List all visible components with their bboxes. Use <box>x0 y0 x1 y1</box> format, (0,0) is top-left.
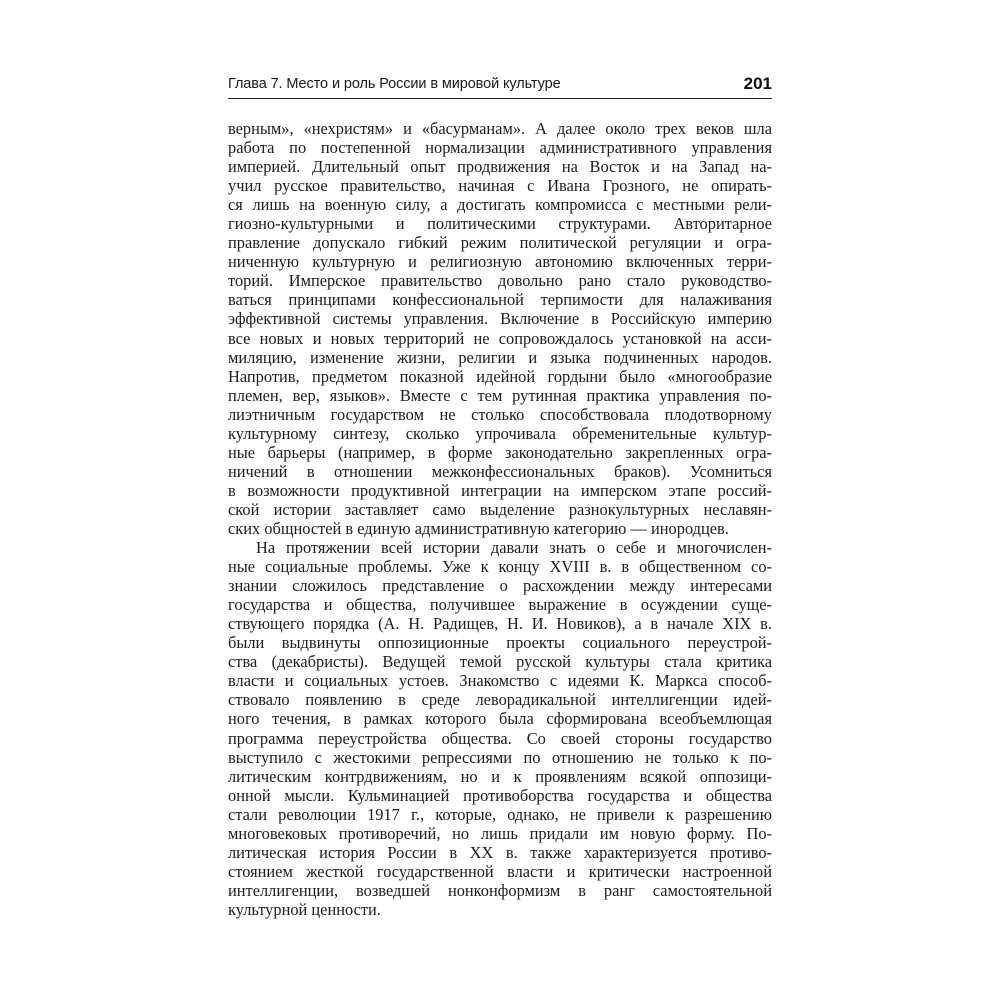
text-line: власти и социальных устоев. Знакомство с идеями К. Маркса способ- <box>228 671 772 691</box>
text-line: литическим контрдвижениям, но и к проявлениям всякой оппозици- <box>228 766 772 786</box>
text-line: ствовало появлению в среде леворадикальной интеллигенции идей- <box>228 690 772 710</box>
text-line: ства (декабристы). Ведущей темой русской культуры стала критика <box>228 652 772 672</box>
text-line: выступило с жестокими репрессиями по отношению не только к по- <box>228 747 772 767</box>
text-line: учил русское правительство, начиная с Ивана Грозного, не опирать- <box>228 176 772 196</box>
text-line: ные социальные проблемы. Уже к концу XVIII в. в общественном со- <box>228 557 772 577</box>
text-line: все новых и новых территорий не сопровождалось установкой на асси- <box>228 328 772 348</box>
text-line: ничений в отношении межконфессиональных браков). Усомниться <box>228 461 772 481</box>
chapter-title: Глава 7. Место и роль России в мировой культуре <box>228 76 561 92</box>
text-line: были выдвинуты оппозиционные проекты социального переустрой- <box>228 633 772 653</box>
text-line: ских общностей в единую административную категорию — инородцев. <box>228 518 729 538</box>
text-line: лиэтничным государством не столько способствовала плодотворному <box>228 404 772 424</box>
text-line: верным», «нехристям» и «басурманам». А далее около трех веков шла <box>228 119 772 138</box>
text-line: миляцию, изменение жизни, религии и языка подчиненных народов. <box>228 347 772 367</box>
text-line: империей. Длительный опыт продвижения на Восток и на Запад на- <box>228 157 772 177</box>
paragraph <box>228 538 772 919</box>
text-line: ствующего порядка (А. Н. Радищев, Н. И. Новиков), а в начале XIX в. <box>228 614 772 634</box>
text-line: знании сложилось представление о расхождении между интересами <box>228 576 772 596</box>
text-line: ся лишь на военную силу, а достигать компромисса с местными рели- <box>228 195 772 215</box>
text-line: ской истории заставляет само выделение разнокультурных неславян- <box>228 499 772 519</box>
text-line: онной мысли. Кульминацией противоборства государства и общества <box>228 785 772 805</box>
text-line: ниченную культурную и религиозную автономию включенных терри- <box>228 252 772 272</box>
text-line: ваться принципами конфессиональной терпимости для налаживания <box>228 290 772 310</box>
text-line: в возможности продуктивной интеграции на имперском этапе россий- <box>228 480 772 500</box>
text-line: работа по постепенной нормализации административного управления <box>228 138 772 158</box>
text-line: государства и общества, получившее выражение в осуждении суще- <box>228 595 772 615</box>
text-line: культурному синтезу, сколько упрочивала обременительные культур- <box>228 423 772 443</box>
text-line: правление допускало гибкий режим политической регуляции и огра- <box>228 233 772 253</box>
body-text <box>228 119 772 919</box>
running-header <box>228 74 772 99</box>
text-line: многовековых противоречий, но лишь придали им новую форму. По- <box>228 823 772 843</box>
page-number: 201 <box>743 74 772 93</box>
text-line: стали революции 1917 г., которые, однако, не привели к разрешению <box>228 804 772 824</box>
text-line: литическая история России в XX в. также характеризуется противо- <box>228 842 772 862</box>
text-line: Напротив, предметом показной идейной гордыни было «многообразие <box>228 366 772 386</box>
text-line: интеллигенции, возведшей нонконформизм в ранг самостоятельной <box>228 880 772 900</box>
text-line: культурной ценности. <box>228 899 381 919</box>
text-line: племен, вер, языков». Вместе с тем рутинная практика управления по- <box>228 385 772 405</box>
text-line: стоянием жесткой государственной власти и критически настроенной <box>228 861 772 881</box>
paragraph <box>228 119 772 538</box>
text-line: торий. Имперское правительство довольно рано стало руководство- <box>228 271 772 291</box>
text-line: программа переустройства общества. Со своей стороны государство <box>228 728 772 748</box>
text-line: ного течения, в рамках которого была сформирована всеобъемлющая <box>228 709 772 729</box>
text-line: На протяжении всей истории давали знать о себе и многочислен- <box>256 538 772 558</box>
text-line: эффективной системы управления. Включение в Российскую империю <box>228 309 772 329</box>
text-line: ные барьеры (например, в форме законодательно закрепленных огра- <box>228 442 772 462</box>
text-line: гиозно-культурными и политическими структурами. Авторитарное <box>228 214 772 234</box>
